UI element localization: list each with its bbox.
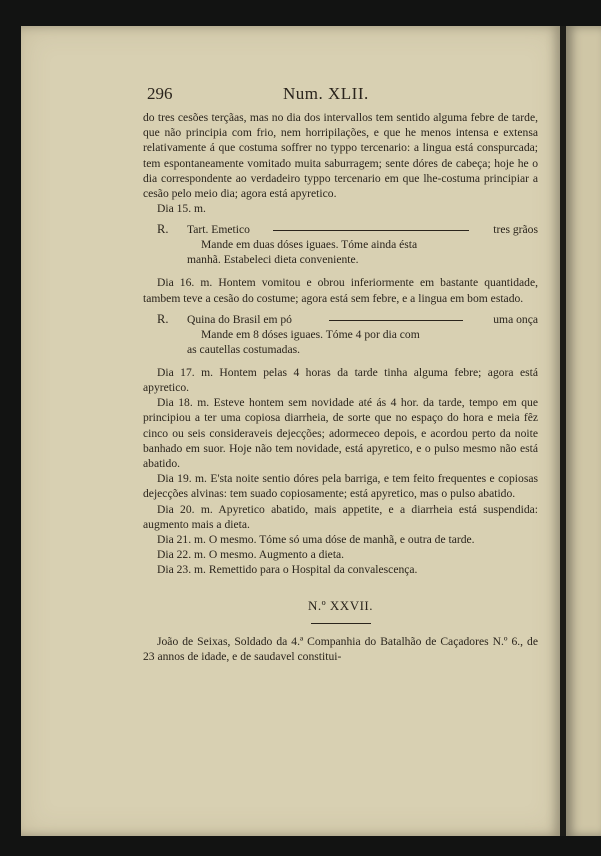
day-15-entry: Dia 15. m. bbox=[157, 202, 206, 216]
prescription-quantity: tres grãos bbox=[493, 223, 538, 237]
prescription-drug: Tart. Emetico bbox=[187, 223, 250, 237]
prescription-instructions-cont: as cautellas costumadas. bbox=[187, 342, 300, 356]
dash-leader bbox=[273, 230, 469, 231]
heading-rule bbox=[311, 623, 371, 624]
prescription-quantity: uma onça bbox=[493, 312, 538, 326]
day-entry: Dia 17. m. Hontem pelas 4 horas da tarde tinha alguma febre; agora está apyretico. bbox=[143, 365, 538, 395]
day-entry: Dia 20. m. Apyretico abatido, mais appetite, e a diarrheia está suspendida: augmento mais a dieta. bbox=[143, 502, 538, 531]
prescription-instructions-cont: manhã. Estabeleci dieta conveniente. bbox=[187, 253, 359, 267]
day-entry: Dia 18. m. Esteve hontem sem novidade até ás 4 hor. da tarde, tempo em que principiou a ter uma copiosa diarrheia, de sorte que no espaço do hora e meia fêz cinco ou seis consideraveis dejecções; adormeceo depois, e acordou perto da noite banhado em suor. Hoje não tem novidade, está apyretico, e o pulso mesmo não está abatido. bbox=[143, 396, 538, 471]
day-entry: Dia 22. m. O mesmo. Augmento a dieta. bbox=[157, 548, 345, 562]
day-entry: Dia 23. m. Remettido para o Hospital da convalescença. bbox=[157, 563, 418, 577]
prescription-1 bbox=[143, 222, 538, 267]
prescription-instructions: Mande em 8 dóses iguaes. Tóme 4 por dia com bbox=[201, 327, 420, 341]
next-page-edge bbox=[566, 26, 601, 836]
prescription-drug: Quina do Brasil em pó bbox=[187, 312, 292, 326]
day-entry: Dia 19. m. E'sta noite sentio dóres pela barriga, e tem feito frequentes e copiosas dejecções alvinas: tem suado copiosamente; está apyretico, mas o pulso abatido. bbox=[143, 472, 538, 501]
recipe-mark: R. bbox=[157, 311, 169, 326]
recipe-mark: R. bbox=[157, 222, 169, 237]
paragraph-continuation: do tres cesões terçãas, mas no dia dos intervallos tem sentido alguma febre de tarde, que não principia com frio, nem horripilações, e que he menos intensa e extensa relativamente á que costuma soffrer no typpo tercenario: a lingua está conspurcada; tem espontaneamente vomitado muita saburragem; sente dóres de cabeça; hoje he o dia correspondente ao verdadeiro typpo tercenario em que lhe-costuma principiar a cesão pelo meio dia; agora está apyretico. bbox=[143, 111, 538, 201]
prescription-2 bbox=[143, 312, 538, 357]
case-heading: N.º XXVII. bbox=[308, 597, 373, 613]
page-header bbox=[143, 86, 538, 110]
prescription-instructions: Mande em duas dóses iguaes. Tóme ainda ésta bbox=[201, 238, 418, 252]
day-16-entry: Dia 16. m. Hontem vomitou e obrou inferiormente em bastante quantidade, tambem teve a cesão do costume; agora está sem febre, e a lingua em bom estado. bbox=[143, 276, 538, 305]
running-title: Num. XLII. bbox=[283, 84, 369, 103]
page-number: 296 bbox=[147, 84, 173, 103]
day-entry: Dia 21. m. O mesmo. Tóme só uma dóse de manhã, e outra de tarde. bbox=[157, 533, 475, 547]
page-content bbox=[143, 86, 538, 664]
case-intro: João de Seixas, Soldado da 4.ª Companhia do Batalhão de Caçadores N.º 6., de 23 annos de idade, e de saudavel constitui- bbox=[143, 634, 538, 664]
dash-leader bbox=[329, 320, 463, 321]
